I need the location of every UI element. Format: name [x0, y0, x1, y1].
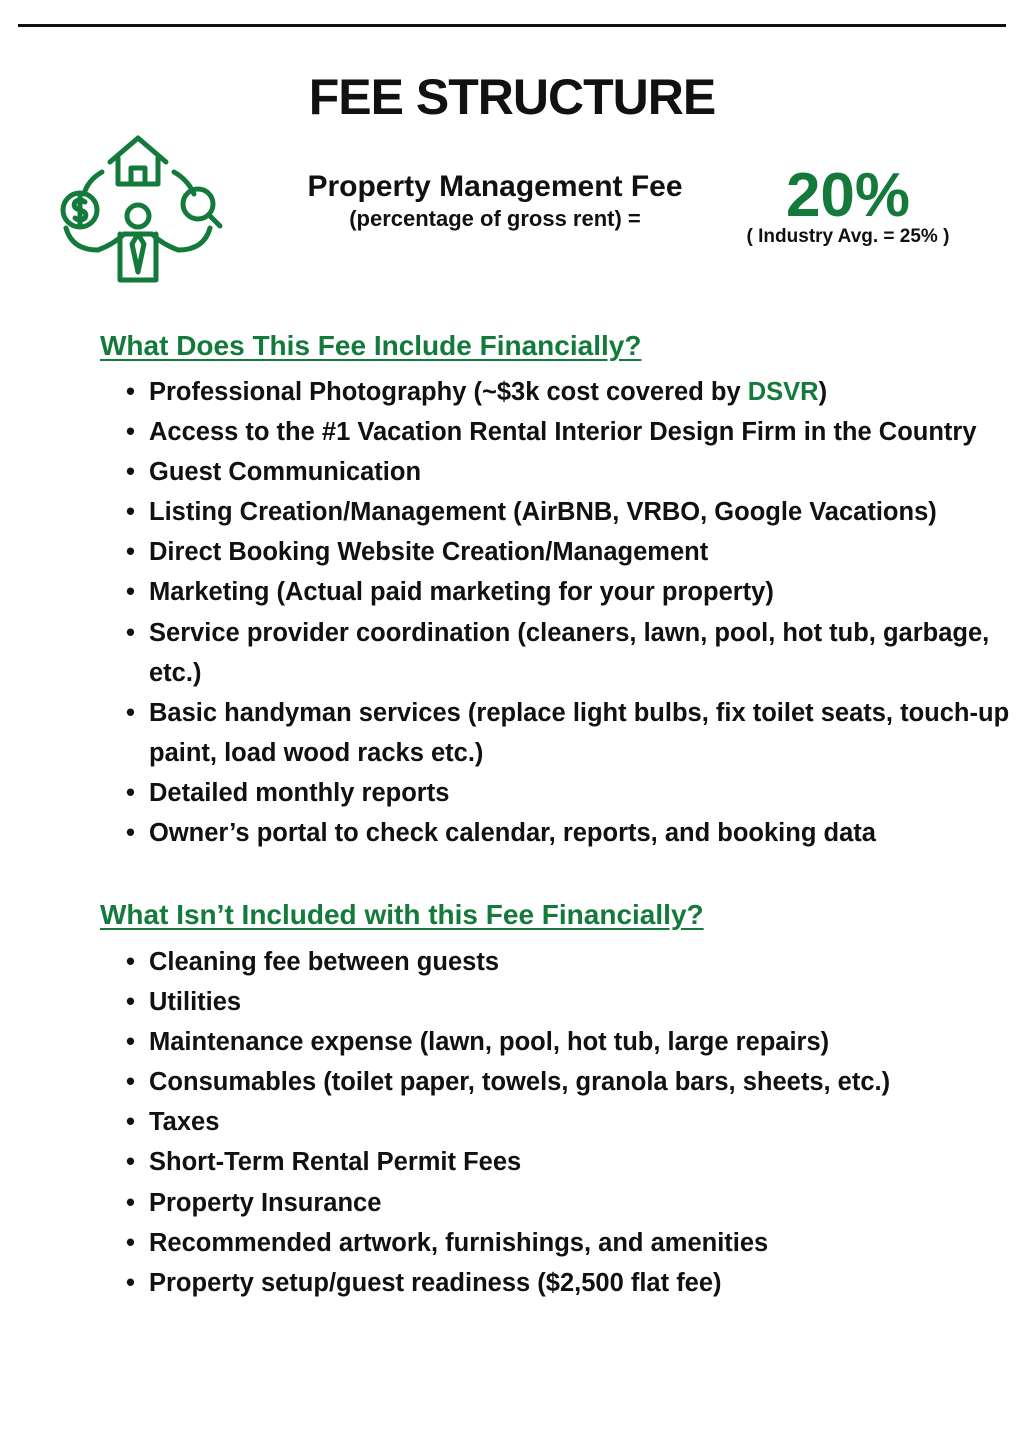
list-item: • Detailed monthly reports	[120, 773, 1010, 813]
list-item: • Service provider coordination (cleaners, lawn, pool, hot tub, garbage, etc.)	[120, 613, 1010, 693]
list-item: • Maintenance expense (lawn, pool, hot tub, large repairs)	[120, 1022, 1010, 1062]
fee-value	[735, 162, 961, 248]
excluded-heading: What Isn’t Included with this Fee Financially?	[100, 899, 704, 930]
dollar-coin-icon	[63, 193, 97, 227]
list-item: • Property setup/guest readiness ($2,500 flat fee)	[120, 1263, 1010, 1303]
list-item: • Owner’s portal to check calendar, reports, and booking data	[120, 813, 1010, 853]
list-item: • Access to the #1 Vacation Rental Interior Design Firm in the Country	[120, 412, 1010, 452]
brand-name: DSVR	[747, 378, 819, 406]
excluded-list	[120, 942, 1010, 1303]
list-item: • Guest Communication	[120, 452, 1010, 492]
list-item: • Marketing (Actual paid marketing for your property)	[120, 572, 1010, 612]
photography-text: Professional Photography (~$3k cost covered by	[149, 378, 748, 406]
list-item	[120, 372, 1010, 412]
list-item: • Short-Term Rental Permit Fees	[120, 1142, 1010, 1182]
fee-name: Property Management Fee	[307, 170, 683, 203]
included-heading: What Does This Fee Include Financially?	[100, 330, 642, 361]
photography-text-end: )	[818, 378, 828, 406]
fee-description	[270, 170, 720, 232]
page-title: FEE STRUCTURE	[308, 69, 716, 125]
magnifier-icon	[183, 189, 220, 226]
list-item: • Listing Creation/Management (AirBNB, VRBO, Google Vacations)	[120, 492, 1010, 532]
fee-basis: (percentage of gross rent) =	[349, 206, 641, 231]
list-item: • Utilities	[120, 982, 1010, 1022]
house-icon	[110, 138, 166, 184]
list-item: • Direct Booking Website Creation/Management	[120, 532, 1010, 572]
property-manager-icon	[58, 132, 224, 288]
top-divider	[18, 24, 1006, 27]
list-item: • Cleaning fee between guests	[120, 942, 1010, 982]
fee-percent: 20%	[785, 161, 911, 230]
list-item: • Consumables (toilet paper, towels, granola bars, sheets, etc.)	[120, 1062, 1010, 1102]
list-item: • Recommended artwork, furnishings, and amenities	[120, 1223, 1010, 1263]
industry-average: ( Industry Avg. = 25% )	[746, 226, 950, 247]
included-list	[120, 372, 1010, 853]
list-item: • Taxes	[120, 1102, 1010, 1142]
list-item: • Basic handyman services (replace light bulbs, fix toilet seats, touch-up paint, load wood racks etc.)	[120, 693, 1010, 773]
list-item: • Property Insurance	[120, 1183, 1010, 1223]
